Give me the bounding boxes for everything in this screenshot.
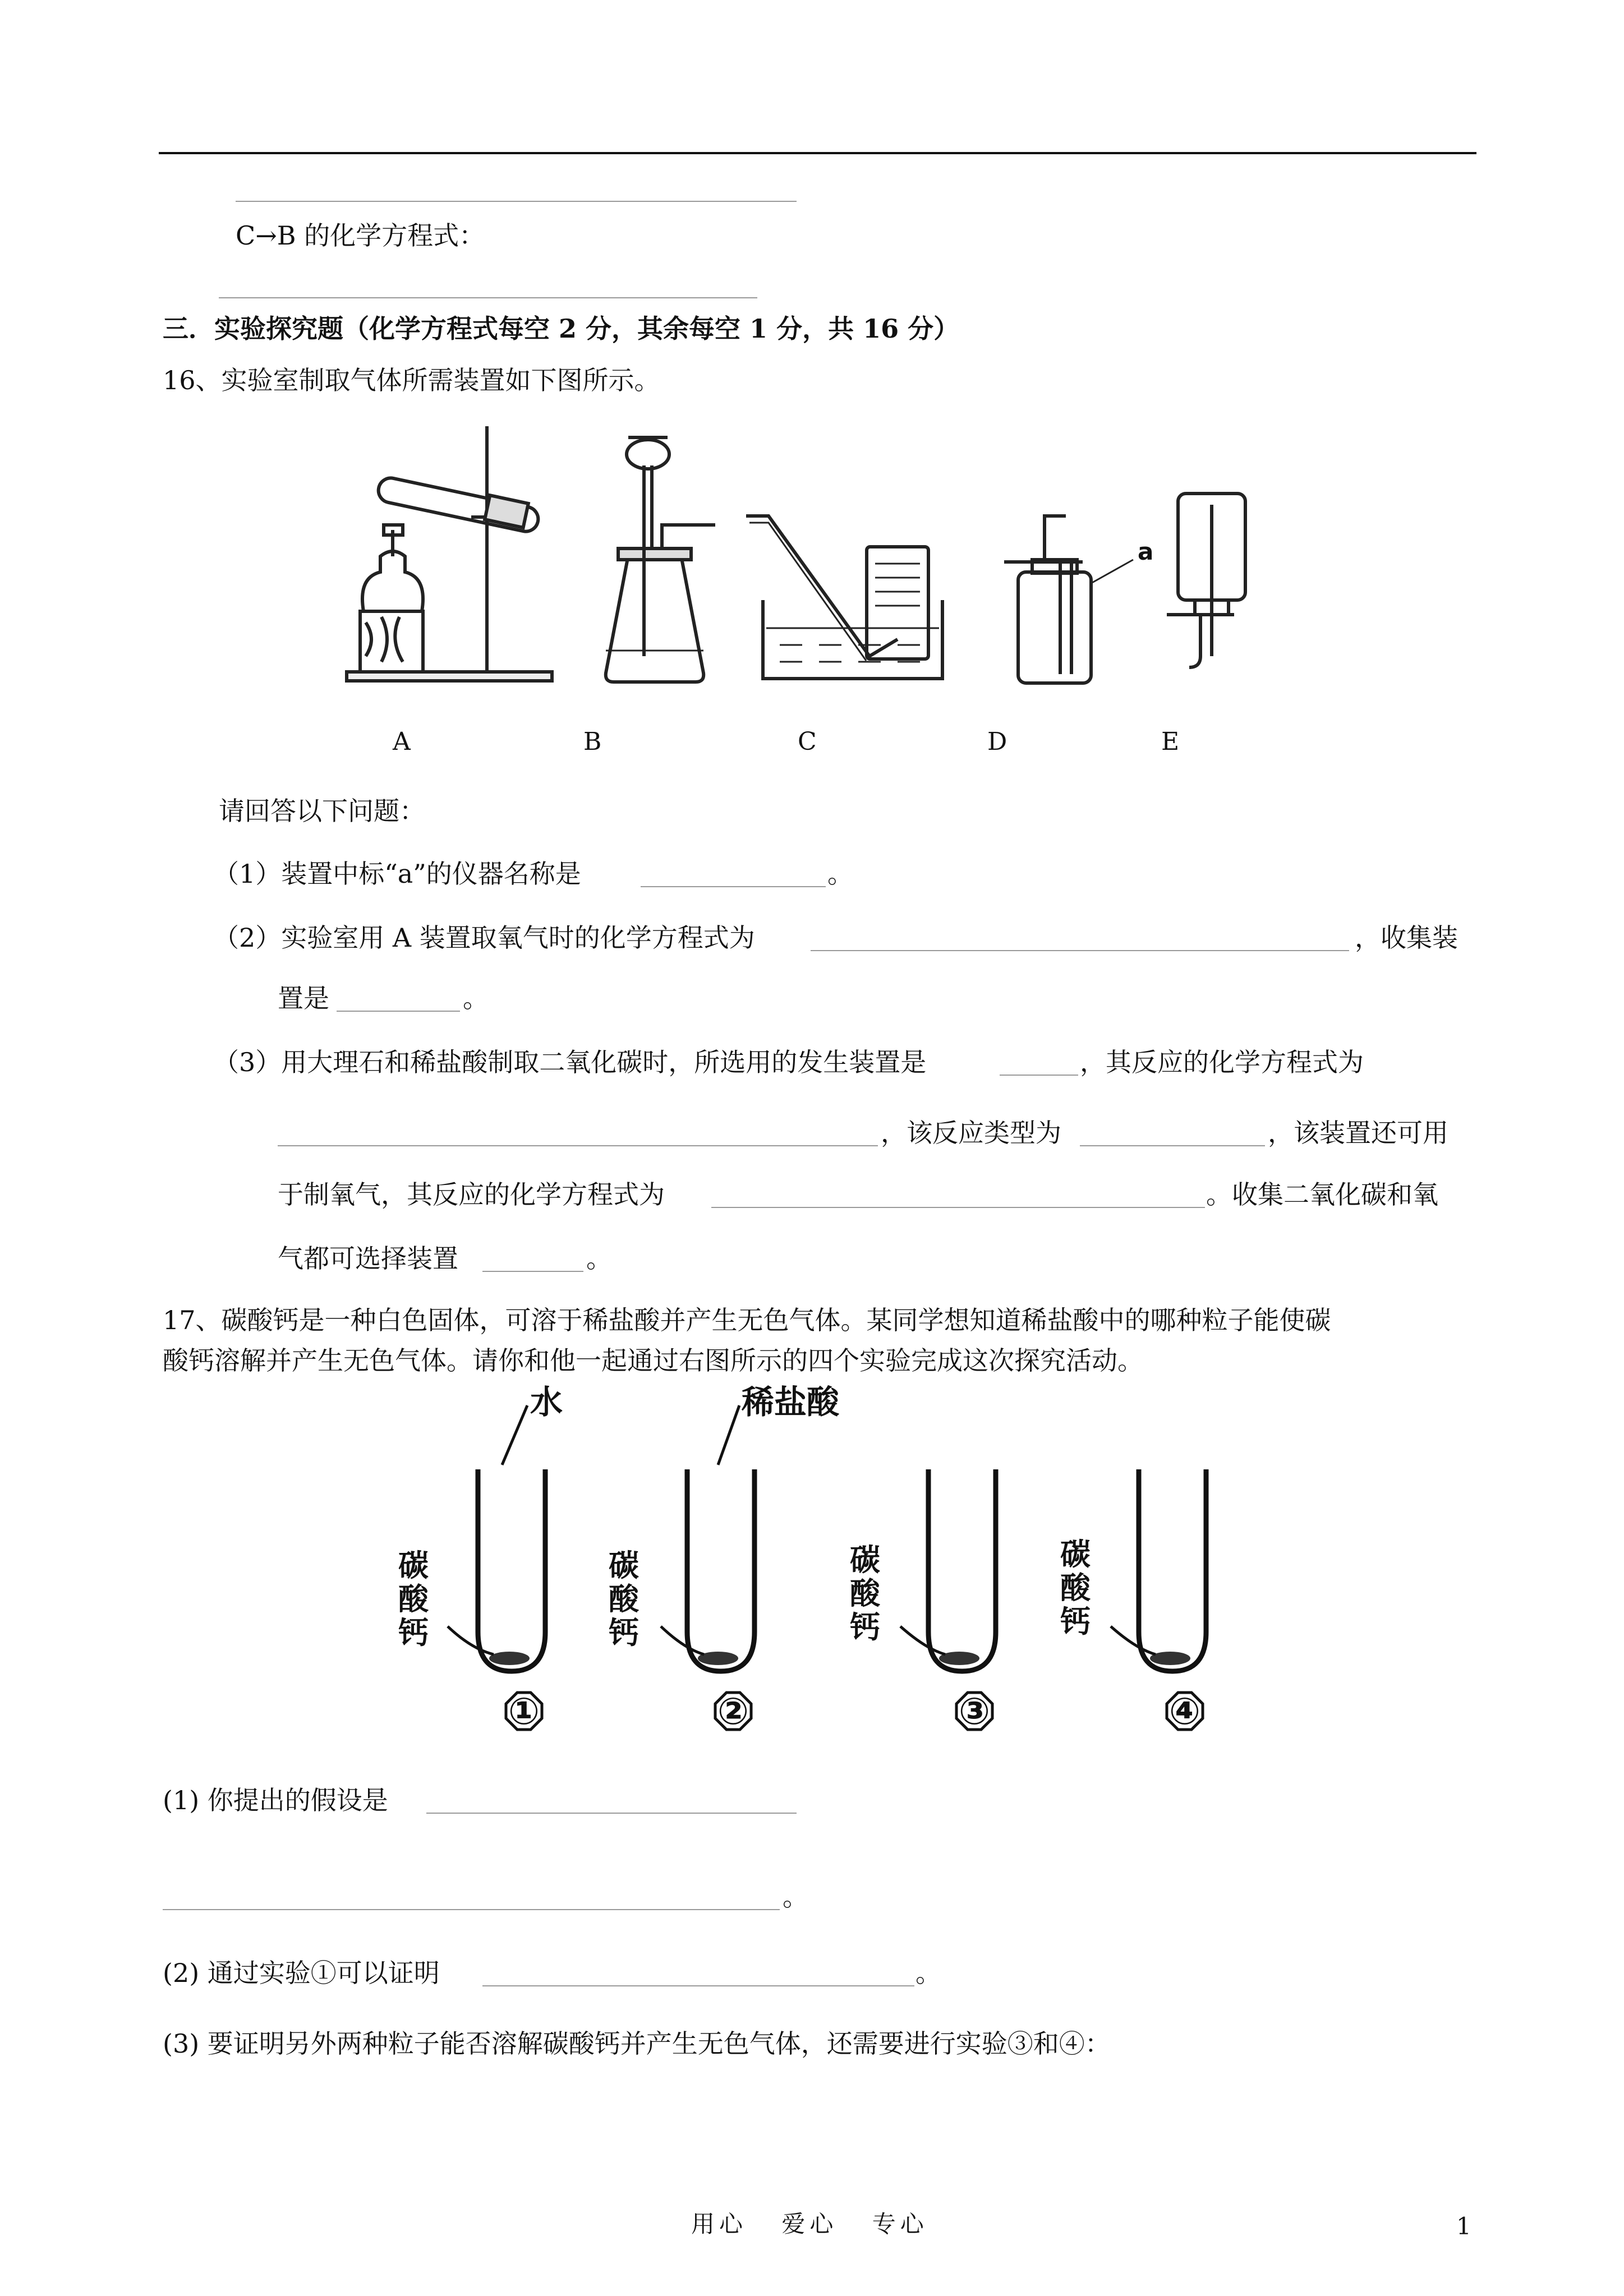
caco3-label-2-char1: 碳: [609, 1548, 639, 1583]
q16-p2a: （2）实验室用 A 装置取氧气时的化学方程式为: [213, 923, 755, 953]
apparatus-figure: [337, 415, 1324, 707]
q16-p3a-end: ，其反应的化学方程式为: [1080, 1047, 1364, 1077]
q16-p3d-end: 。: [586, 1243, 612, 1274]
caco3-label-2-char2: 酸: [609, 1582, 639, 1617]
q16-p2b: 置是: [278, 983, 329, 1013]
q17-p2-blank: [482, 1985, 914, 1986]
app-label-d: D: [987, 727, 1007, 756]
tube-number-2: ②: [717, 1690, 749, 1733]
tube-number-4: ④: [1169, 1690, 1200, 1733]
caco3-label-2-char3: 钙: [609, 1615, 639, 1650]
q17-p1-end: 。: [783, 1882, 808, 1912]
q16-stem: 16、实验室制取气体所需装置如下图所示。: [163, 365, 660, 395]
q16-p3-equation-blank: [278, 1145, 878, 1146]
q16-p2b-blank: [337, 1011, 460, 1012]
section3-title: 三．实验探究题（化学方程式每空 2 分，其余每空 1 分，共 16 分）: [163, 313, 960, 344]
apparatus-c: [746, 516, 942, 679]
q17-p2: (2) 通过实验①可以证明: [163, 1958, 440, 1988]
apparatus-a: [347, 426, 552, 681]
q17-p1-blank: [426, 1813, 797, 1814]
apparatus-b: [606, 437, 715, 682]
q16-p3b-end: ，该装置还可用: [1268, 1118, 1448, 1148]
q17-p1: (1) 你提出的假设是: [163, 1785, 388, 1815]
q16-p3a: （3）用大理石和稀盐酸制取二氧化碳时，所选用的发生装置是: [213, 1047, 927, 1077]
q16-p3b-mid: ，该反应类型为: [881, 1118, 1061, 1148]
q16-p3c: 于制氧气，其反应的化学方程式为: [278, 1179, 665, 1210]
eq-c-to-b-label: C→B 的化学方程式：: [236, 220, 485, 251]
footer-slogan: 用心 爱心 专心: [691, 2210, 928, 2238]
q16-p2b-end: 。: [463, 983, 489, 1013]
caco3-label-3-char3: 钙: [850, 1610, 880, 1645]
caco3-label-1-char3: 钙: [398, 1615, 429, 1650]
test-tube-figure: [387, 1385, 1262, 1755]
caco3-label-1-char1: 碳: [398, 1548, 429, 1583]
label-water: 水: [530, 1385, 563, 1421]
tube-number-1: ①: [508, 1690, 540, 1733]
q16-p3-o2-blank: [711, 1207, 1205, 1208]
app-label-e: E: [1161, 727, 1180, 756]
q16-p1-end: 。: [827, 859, 853, 889]
q16-p3d-blank: [482, 1271, 583, 1272]
q16-p2-blank: [811, 950, 1349, 951]
q16-p3d: 气都可选择装置: [278, 1243, 458, 1274]
q16-p2a-end: ，收集装: [1355, 923, 1458, 953]
caco3-label-3-char1: 碳: [850, 1542, 880, 1578]
answer-line-c-to-b: [219, 297, 757, 298]
bottle-label-a: a: [1138, 538, 1154, 565]
apparatus-e: [1167, 494, 1245, 667]
app-label-c: C: [798, 727, 817, 756]
q16-p3-type-blank: [1080, 1145, 1265, 1146]
label-dilute-acid: 稀盐酸: [742, 1385, 840, 1421]
q16-p1: （1）装置中标“a”的仪器名称是: [213, 859, 581, 889]
q17-stem-line1: 17、碳酸钙是一种白色固体，可溶于稀盐酸并产生无色气体。某同学想知道稀盐酸中的哪种粒子能使碳: [163, 1305, 1331, 1335]
q17-p3: (3) 要证明另外两种粒子能否溶解碳酸钙并产生无色气体，还需要进行实验③和④：: [163, 2028, 1111, 2059]
app-label-a: A: [393, 727, 411, 756]
caco3-label-4-char1: 碳: [1060, 1537, 1091, 1572]
caco3-label-3-char2: 酸: [850, 1576, 880, 1611]
apparatus-d: [1004, 516, 1133, 683]
q16-prompt: 请回答以下问题：: [219, 796, 425, 826]
q16-p3-device-blank: [1000, 1075, 1078, 1076]
q17-p2-end: 。: [915, 1958, 941, 1988]
tube-number-3: ③: [959, 1690, 990, 1733]
q17-p1-blank-line2: [163, 1909, 780, 1910]
caco3-label-1-char2: 酸: [398, 1582, 429, 1617]
answer-line-top: [236, 201, 797, 202]
q16-p1-blank: [641, 886, 826, 887]
q16-p3c-end: 。收集二氧化碳和氧: [1206, 1179, 1438, 1210]
page-number: 1: [1456, 2212, 1471, 2240]
caco3-label-4-char2: 酸: [1060, 1570, 1091, 1606]
q17-stem-line2: 酸钙溶解并产生无色气体。请你和他一起通过右图所示的四个实验完成这次探究活动。: [163, 1345, 1143, 1376]
app-label-b: B: [583, 727, 602, 756]
caco3-label-4-char3: 钙: [1060, 1604, 1091, 1639]
header-rule: [159, 152, 1476, 154]
